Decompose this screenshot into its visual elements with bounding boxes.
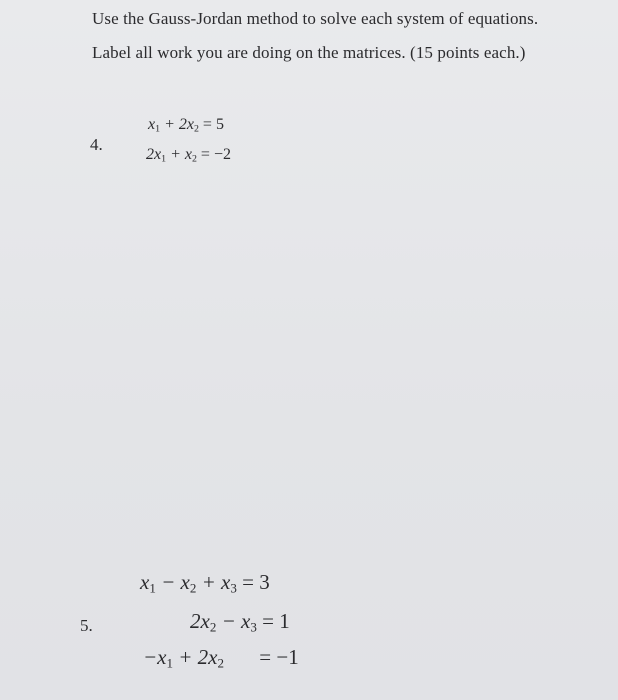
problem-4-equation-2: $2x_1 + x_2 = -2$ — [146, 146, 231, 165]
problem-5-number: 5. — [80, 616, 93, 635]
problem-5-equation-1: $x_1 - x_2 + x_3 = 3$ — [140, 570, 270, 596]
problem-5-equation-2: $2x_2 - x_3 = 1$ — [190, 609, 290, 635]
instruction-line-2: Label all work you are doing on the matrices. (15 points each.) — [92, 43, 526, 62]
problem-4-equation-1: $x_1 + 2x_2 = 5$ — [148, 116, 224, 135]
problem-5-equation-3: $-x_1 + 2x_2 = -1$ — [143, 645, 299, 671]
instruction-line-1: Use the Gauss-Jordan method to solve each system of equations. — [92, 9, 539, 28]
problem-4-number: 4. — [90, 135, 103, 154]
